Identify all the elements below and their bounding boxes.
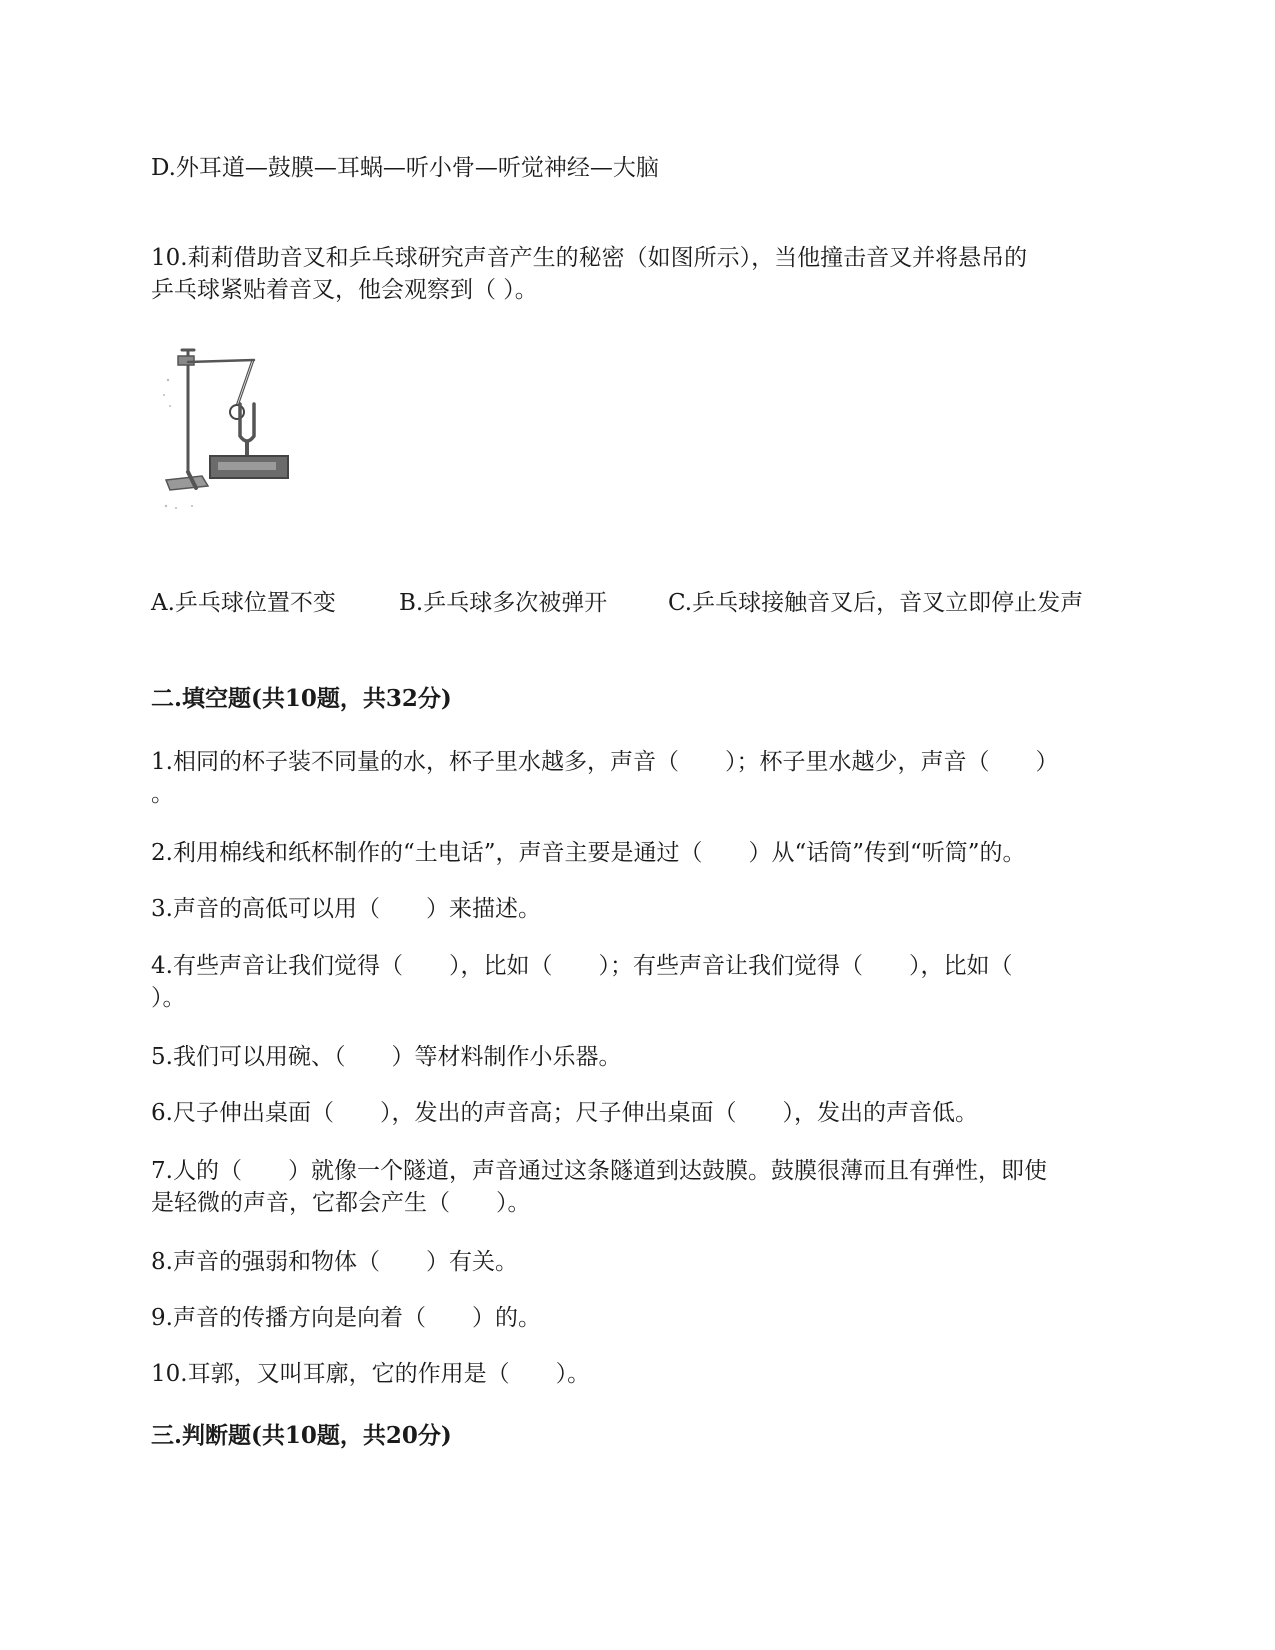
section3-heading: 三.判断题(共10题，共20分) (151, 1422, 452, 1449)
fill-q10: 10.耳郭，又叫耳廓，它的作用是（ ）。 (151, 1361, 591, 1387)
section2-heading: 二.填空题(共10题，共32分) (151, 685, 452, 712)
fill-q2: 2.利用棉线和纸杯制作的“土电话”，声音主要是通过（ ）从“话筒”传到“听筒”的。 (151, 840, 1026, 866)
q10-stem-line2: 乒乓球紧贴着音叉，他会观察到（ ）。 (151, 277, 538, 303)
fill-q1-line2: 。 (151, 781, 174, 807)
fill-q9: 9.声音的传播方向是向着（ ）的。 (151, 1305, 541, 1331)
fill-q7-line1: 7.人的（ ）就像一个隧道，声音通过这条隧道到达鼓膜。鼓膜很薄而且有弹性，即使 (151, 1158, 1047, 1184)
fill-q7-line2: 是轻微的声音，它都会产生（ ）。 (151, 1190, 531, 1216)
fill-q3: 3.声音的高低可以用（ ）来描述。 (151, 896, 541, 922)
q10-options (151, 584, 1131, 616)
q10-option-b: B.乒乓球多次被弹开 (399, 590, 608, 616)
tuning-fork-pendulum-icon (158, 340, 298, 515)
tuning-fork-pendulum-figure (158, 340, 298, 515)
fill-q4-line1: 4.有些声音让我们觉得（ ），比如（ ）；有些声音让我们觉得（ ），比如（ (151, 953, 1013, 979)
q10-option-c: C.乒乓球接触音叉后，音叉立即停止发声 (668, 590, 1084, 616)
fill-q5: 5.我们可以用碗、（ ）等材料制作小乐器。 (151, 1044, 622, 1070)
q9-option-d: D.外耳道—鼓膜—耳蜗—听小骨—听觉神经—大脑 (151, 155, 659, 181)
fill-q8: 8.声音的强弱和物体（ ）有关。 (151, 1249, 518, 1275)
fill-q4-line2: ）。 (151, 985, 186, 1011)
q10-stem-line1: 10.莉莉借助音叉和乒乓球研究声音产生的秘密（如图所示），当他撞击音叉并将悬吊的 (151, 245, 1028, 271)
fill-q6: 6.尺子伸出桌面（ ），发出的声音高；尺子伸出桌面（ ），发出的声音低。 (151, 1100, 978, 1126)
q10-option-a: A.乒乓球位置不变 (151, 590, 336, 616)
fill-q1-line1: 1.相同的杯子装不同量的水，杯子里水越多，声音（ ）；杯子里水越少，声音（ ） (151, 749, 1059, 775)
